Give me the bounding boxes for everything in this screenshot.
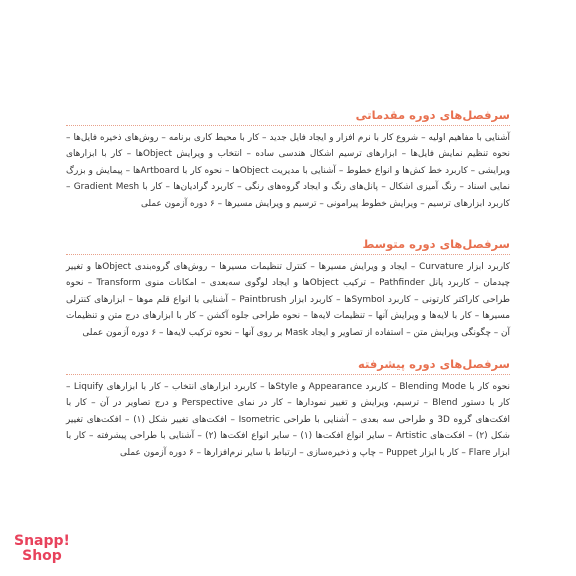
section-title: سرفصل‌های دوره پیشرفته [358,357,510,371]
logo-line-1: Snapp! [14,533,70,549]
section-advanced [66,356,510,461]
section-basic [66,107,510,212]
logo-line-2: Shop [22,548,62,564]
section-title: سرفصل‌های دوره مقدماتی [355,108,510,122]
dotted-divider [66,374,510,375]
section-body: کاربرد ابزار Curvature – ایجاد و ویرایش مسیرها – کنترل تنظیمات مسیرها – روش‌های گروه‌بندی Objectها و تغییر چیدمان – کاربرد پانل Pathfinder – ترکیب Objectها و ایجاد لوگوی سه‌بعدی – امکانات منوی Transform – نحوه طراحی کاراکتر کارتونی – کاربرد Symbolها – کاربرد ابزار Paintbrush – آشنایی با انواع قلم موها – ابزارهای کنترلی مسیرها – کار با لایه‌ها و ویرایش آنها – تنظیمات لایه‌ها – نحوه طراحی جلوه آکشن – کار با ابزارهای درج متن و تنظیمات آن – چگونگی ویرایش متن – استفاده از تصاویر و ایجاد Mask بر روی آنها – نحوه ترکیب لایه‌ها – ۶ دوره آزمون عملی [66,262,511,338]
section-intermediate [66,236,510,341]
dotted-divider [66,125,510,126]
section-body: نحوه کار با Blending Mode – کاربرد Appearance و Styleها – کاربرد ابزارهای انتخاب – کار با ابزارهای Liquify – کار با دستور Blend – ترسیم، ویرایش و تغییر نمودارها – کار در نمای Perspective و درج تصاویر در آن – کار با افکت‌های گروه 3D و طراحی سه بعدی – آشنایی با طراحی Isometric – افکت‌های تغییر شکل (۱) – افکت‌های تغییر شکل (۲) – افکت‌های Artistic – سایر انواع افکت‌ها (۱) – سایر انواع افکت‌ها (۲) – آشنایی با طراحی پیشرفته – کار با ابزار Flare – کار با ابزار Puppet – چاپ و ذخیره‌سازی – ارتباط با سایر نرم‌افزارها – ۶ دوره آزمون عملی [66,382,510,458]
snapp-shop-logo [14,534,70,564]
section-title: سرفصل‌های دوره متوسط [362,237,510,251]
dotted-divider [66,254,510,255]
section-body: آشنایی با مفاهیم اولیه – شروع کار با نرم افزار و ایجاد فایل جدید – کار با محیط کاری برنامه – روش‌های ذخیره فایل‌ها – نحوه تنظیم نمایش فایل‌ها – ابزارهای ترسیم اشکال هندسی ساده – انتخاب و ویرایش Objectها – کار با ابزارهای ویرایشی – کاربرد خط کش‌ها و انواع خطوط – آشنایی با مدیریت Objectها – نحوه کار با Artboardها – پیمایش و بزرگ نمایی اسناد – رنگ آمیزی اشکال – پانل‌های رنگ و ایجاد گروه‌های رنگی – کاربرد گرادیان‌ها – کار با Gradient Mesh – کاربرد ابزارهای ترسیم – ویرایش خطوط پیرامونی – ترسیم و ویرایش مسیرها – ۶ دوره آزمون عملی [66,133,511,209]
